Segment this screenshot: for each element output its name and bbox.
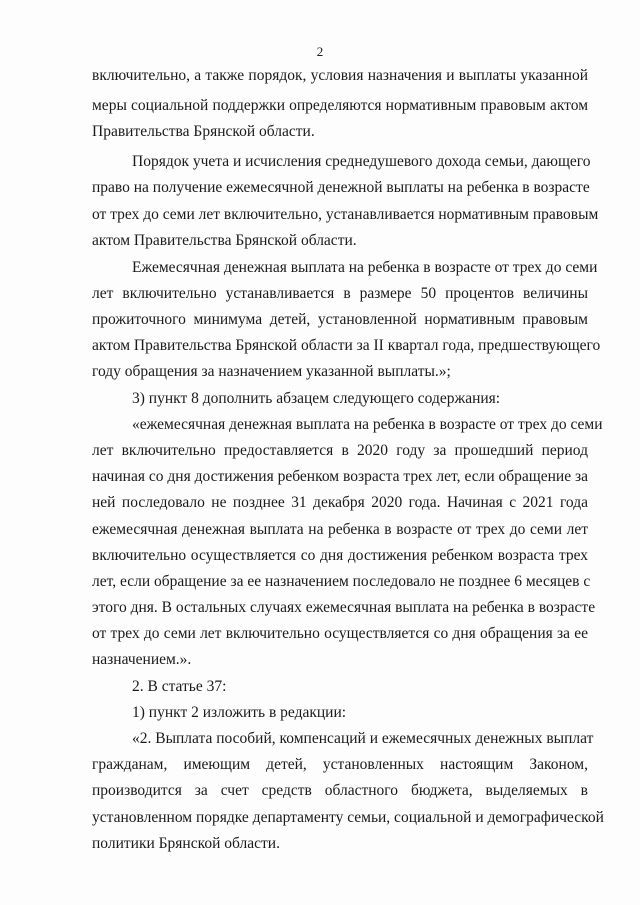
text-line: меры социальной поддержки определяются нормативным правовым актом xyxy=(92,97,588,114)
text-line: право на получение ежемесячной денежной выплаты на ребенка в возрасте xyxy=(92,179,590,196)
page-number: 2 xyxy=(316,44,324,59)
text-line: актом Правительства Брянской области за II квартал года, предшествующего xyxy=(92,337,601,354)
text-line: ней последовало не позднее 31 декабря 2020 года. Начиная с 2021 года xyxy=(92,494,588,511)
text-line: политики Брянской области. xyxy=(92,835,280,852)
text-line: от трех до семи лет включительно осуществляется со дня обращения за ее xyxy=(92,625,588,642)
text-line: «ежемесячная денежная выплата на ребенка в возрасте от трех до семи xyxy=(132,416,603,433)
text-line: 3) пункт 8 дополнить абзацем следующего содержания: xyxy=(132,390,501,407)
text-line: этого дня. В остальных случаях ежемесячная выплата на ребенка в возрасте xyxy=(92,599,596,616)
text-line: назначением.». xyxy=(92,651,192,668)
text-line: гражданам, имеющим детей, установленных настоящим Законом, xyxy=(92,756,588,773)
text-line: Ежемесячная денежная выплата на ребенка в возрасте от трех до семи xyxy=(132,259,598,276)
text-line: 1) пункт 2 изложить в редакции: xyxy=(132,704,347,721)
text-line: ежемесячная денежная выплата на ребенка в возрасте от трех до семи лет xyxy=(92,521,588,538)
text-line: 2. В статье 37: xyxy=(132,678,227,695)
text-line: Порядок учета и исчисления среднедушевого дохода семьи, дающего xyxy=(132,153,591,170)
text-line: лет включительно устанавливается в размере 50 процентов величины xyxy=(92,285,588,302)
text-line: начиная со дня достижения ребенком возраста трех лет, если обращение за xyxy=(92,468,588,485)
text-line: производится за счет средств областного бюджета, выделяемых в xyxy=(92,782,588,799)
text-line: включительно, а также порядок, условия назначения и выплаты указанной xyxy=(92,67,588,84)
text-line: прожиточного минимума детей, установленной нормативным правовым xyxy=(92,311,588,328)
text-line: включительно осуществляется со дня достижения ребенком возраста трех xyxy=(92,547,588,564)
text-line: лет включительно предоставляется в 2020 году за прошедший период xyxy=(92,442,588,459)
text-line: году обращения за назначением указанной выплаты.»; xyxy=(92,363,451,380)
text-line: установленном порядке департаменту семьи, социальной и демографической xyxy=(92,809,604,826)
text-line: актом Правительства Брянской области. xyxy=(92,232,357,249)
text-line: лет, если обращение за ее назначением последовало не позднее 6 месяцев с xyxy=(92,573,591,590)
text-line: от трех до семи лет включительно, устанавливается нормативным правовым xyxy=(92,206,599,223)
text-line: Правительства Брянской области. xyxy=(92,123,315,140)
text-line: «2. Выплата пособий, компенсаций и ежемесячных денежных выплат xyxy=(132,730,594,747)
